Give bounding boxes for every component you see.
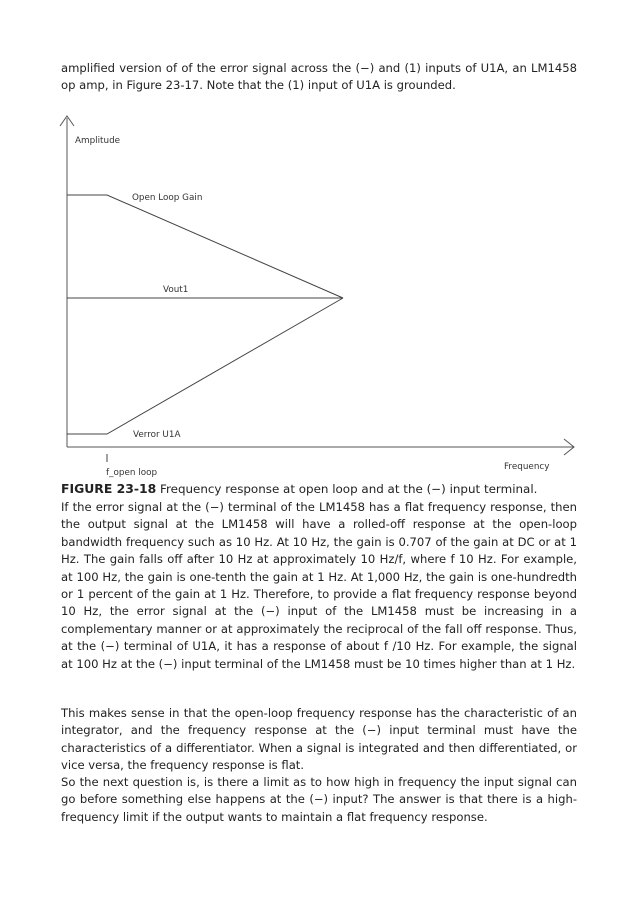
body-paragraph: If the error signal at the (−) terminal of the LM1458 has a flat frequency response, then the output signal at the LM1458 will have a rolled-off response at the open-loop bandwidth frequency such as 10 Hz. At 10 Hz, the gain is 0.707 of the gain at DC or at 1 Hz. The gain falls off after 10 Hz at approximately 10 Hz/f, where f 10 Hz. For example, at 100 Hz, the gain is one-tenth the gain at 1 Hz. At 1,000 Hz, the gain is one-hundredth or 1 percent of the gain at 1 Hz. Therefore, to provide a flat frequency response beyond 10 Hz, the error signal at the (−) input of the LM1458 must be increasing in a complementary manner or at approximately the reciprocal of the fall off response. Thus, at the (−) terminal of U1A, it has a response of about f /10 Hz. For example, the signal at 100 Hz at the (−) input terminal of the LM1458 must be 10 times higher than at 1 Hz. <box>61 500 577 671</box>
body-paragraph: This makes sense in that the open-loop frequency response has the characteristic of an integrator, and the frequency response at the (−) input terminal must have the characteristics of a differentiator. When a signal is integrated and then differentiated, or vice versa, the frequency response is flat. <box>61 706 577 773</box>
y-axis-label: Amplitude <box>75 136 121 146</box>
frequency-response-diagram <box>56 108 580 482</box>
verror-label: Verror U1A <box>133 430 181 440</box>
body-paragraph: So the next question is, is there a limit as to how high in frequency the input signal can go before something else happens at the (−) input? The answer is that there is a high-frequency limit if the output wants to maintain a flat frequency response. <box>61 775 577 824</box>
figure-caption <box>61 480 581 498</box>
open-loop-gain-label: Open Loop Gain <box>132 193 203 203</box>
x-axis-label: Frequency <box>504 462 550 472</box>
intro-paragraph: amplified version of of the error signal across the (−) and (1) inputs of U1A, an LM1458 op amp, in Figure 23-17. Note that the (1) input of U1A is grounded. <box>61 61 577 93</box>
verror-curve <box>67 298 343 434</box>
figure-number: FIGURE 23-18 <box>61 481 157 496</box>
f-open-loop-label: f_open loop <box>106 468 158 478</box>
vout-label: Vout1 <box>163 285 189 295</box>
frequency-response-figure <box>56 108 580 482</box>
open-loop-gain-curve <box>67 195 343 298</box>
figure-caption-text: Frequency response at open loop and at the (−) input terminal. <box>156 482 538 496</box>
